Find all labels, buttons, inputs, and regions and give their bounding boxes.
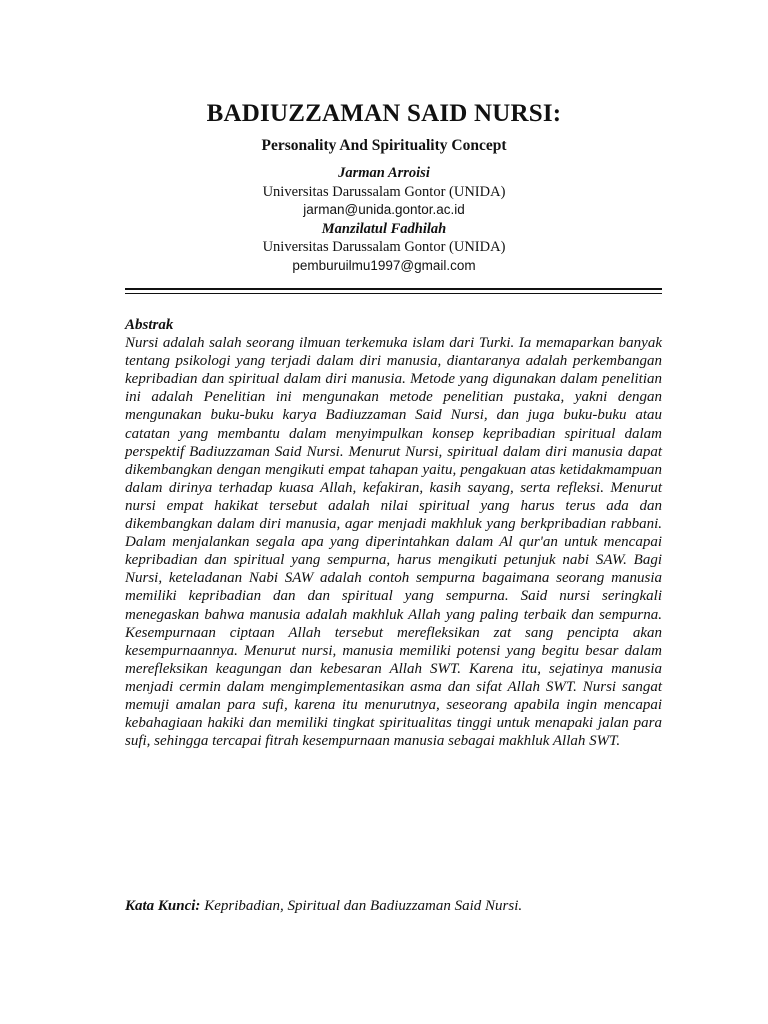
author-email: jarman@unida.gontor.ac.id: [303, 202, 465, 218]
paper-subtitle: Personality And Spirituality Concept: [261, 137, 507, 154]
abstract-body: Nursi adalah salah seorang ilmuan terkemuka islam dari Turki. Ia memaparkan banyak tentang psikologi yang terjadi dalam diri manusia, diantaranya adalah perkembangan kepribadian dan spiritual dalam diri manusia. Metode yang digunakan dalam penelitian ini adalah Penelitian ini mengunakan metode penelitian pustaka, yakni dengan mengunakan buku-buku karya Badiuzzaman Said Nursi, dan juga buku-buku atau catatan yang membantu dalam menyimpulkan konsep kepribadian spiritual dalam perspektif Badiuzzaman Said Nursi. Menurut Nursi, spiritual dalam diri manusia dapat dikembangkan dengan mengikuti empat tahapan yaitu, pengakuan atas ketidakmampuan dalam dirinya terhadap kuasa Allah, kefakiran, kasih sayang, serta refleksi. Menurut nursi empat hakikat tersebut adalah nilai spiritual yang harus terus ada dan dikembangkan dalam diri manusia, agar menjadi makhluk yang berkpribadian rabbani. Dalam menjalankan segala apa yang diperintahkan dalam Al qur'an untuk mencapai kepribadian dan spiritual yang sempurna, harus mengikuti petunjuk nabi SAW. Bagi Nursi, keteladanan Nabi SAW adalah contoh sempurna bagaimana seorang manusia memiliki kepribadian dan dan spiritual yang sempurna. Said nursi seringkali menegaskan bahwa manusia adalah makhluk Allah yang paling terbaik dan sempurna. Kesempurnaan ciptaan Allah tersebut merefleksikan zat sang pencipta akan kesempurnaannya. Menurut nursi, manusia memiliki potensi yang begitu besar dalam merefleksikan keagungan dan kebesaran Allah SWT. Karena itu, sejatinya manusia menjadi cermin dalam mengimplementasikan asma dan sifat Allah SWT. Nursi sangat memuji amalan para sufi, karena itu menurutnya, seseorang apabila ingin mencapai kebahagiaan hakiki dan memiliki tingkat spiritualitas tinggi untuk menapaki jalan para sufi, sehingga tercapai fitrah kesempurnaan manusia sebagai makhluk Allah SWT.: [125, 335, 662, 750]
author-affiliation: Universitas Darussalam Gontor (UNIDA): [262, 239, 506, 256]
paper-title: BADIUZZAMAN SAID NURSI:: [206, 100, 562, 127]
author-name: Manzilatul Fadhilah: [321, 220, 447, 237]
abstract-section: [125, 316, 662, 750]
author-block: [0, 164, 768, 276]
keywords-text: Kepribadian, Spiritual dan Badiuzzaman Said Nursi.: [204, 898, 523, 914]
author-name: Jarman Arroisi: [338, 165, 430, 181]
keywords-line: [125, 898, 662, 915]
author-email: pemburuilmu1997@gmail.com: [292, 257, 476, 273]
header-rule: [125, 288, 662, 290]
abstract-heading: Abstrak: [125, 317, 174, 333]
keywords-label: Kata Kunci:: [125, 898, 201, 914]
header-rule-thin: [125, 293, 662, 294]
author-affiliation: Universitas Darussalam Gontor (UNIDA): [262, 183, 506, 200]
